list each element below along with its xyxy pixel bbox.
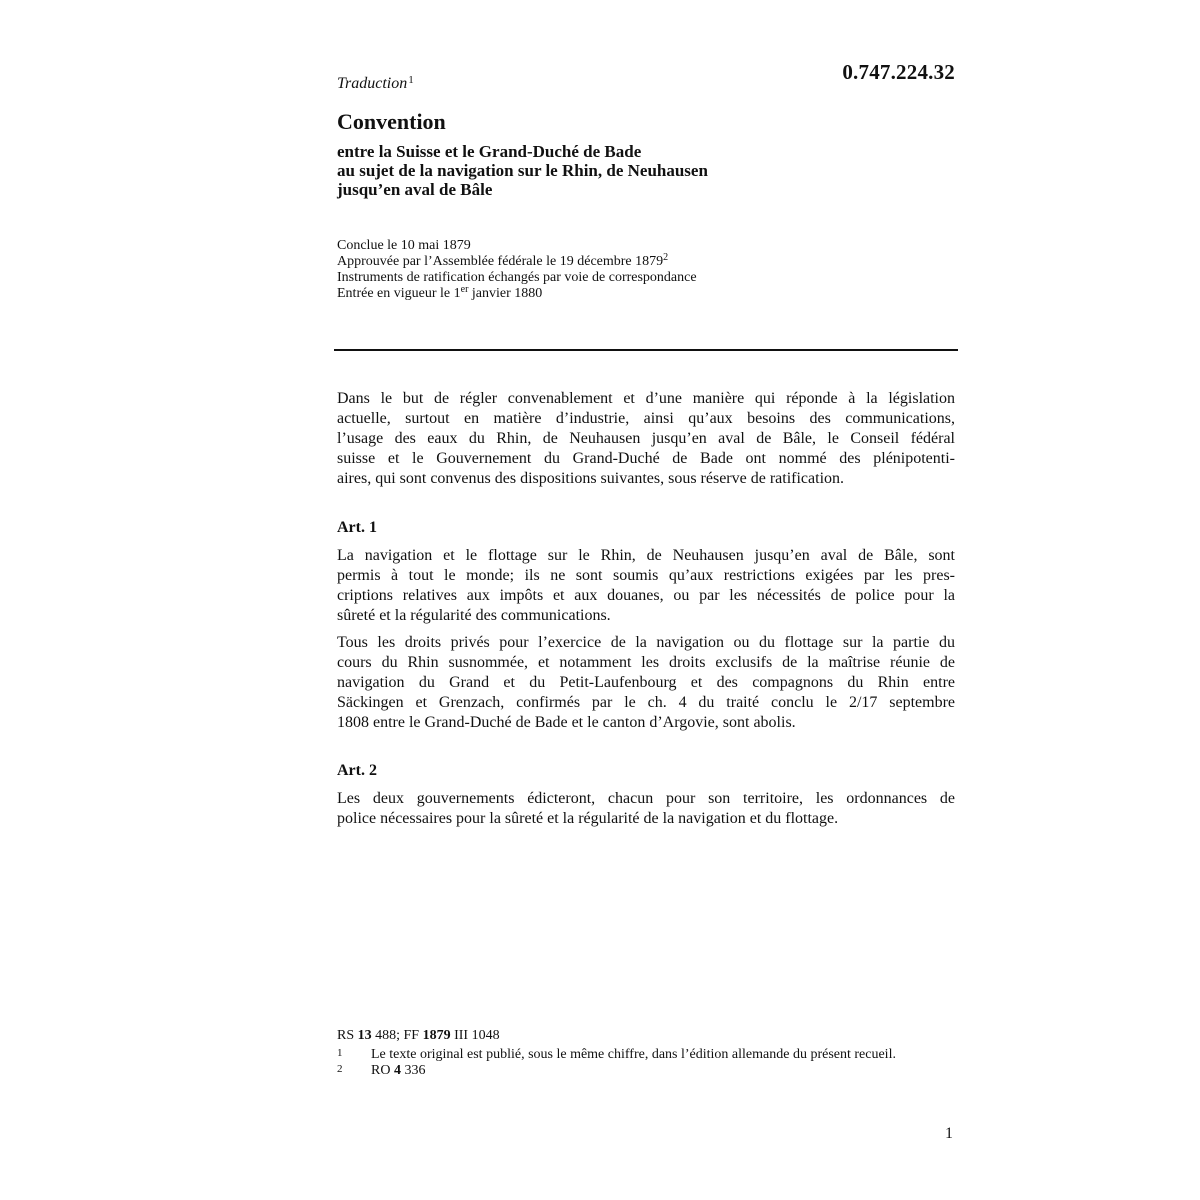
paragraph-line: sûreté et la régularité des communications.	[337, 607, 611, 624]
subtitle-line: entre la Suisse et le Grand-Duché de Bade	[337, 142, 642, 161]
paragraph-line: police nécessaires pour la sûreté et la régularité de la navigation et du flottage.	[337, 810, 839, 827]
subtitle-line: au sujet de la navigation sur le Rhin, de Neuhausen	[337, 161, 708, 180]
footnote-text: Le texte original est publié, sous le même chiffre, dans l’édition allemande du présent recueil.	[371, 1047, 896, 1062]
dates-block	[337, 238, 697, 302]
document-subtitle	[337, 142, 897, 199]
paragraph-line: 1808 entre le Grand-Duché de Bade et le canton d’Argovie, sont abolis.	[337, 714, 796, 731]
paragraph-line: Säckingen et Grenzach, confirmés par le ch. 4 du traité conclu le 2/17 septembre	[337, 694, 955, 711]
header-divider	[334, 349, 958, 351]
date-instruments: Instruments de ratification échangés par voie de correspondance	[337, 270, 697, 285]
article-2-paragraph-1	[337, 789, 955, 829]
subtitle-line: jusqu’en aval de Bâle	[337, 180, 493, 199]
footnote-number: 1	[337, 1047, 343, 1059]
date-entree-sup: er	[460, 284, 469, 295]
preamble-line: Dans le but de régler convenablement et d’une manière qui réponde à la législation	[337, 390, 955, 407]
page-number: 1	[945, 1125, 953, 1142]
footnote-number: 2	[337, 1063, 343, 1075]
source-rs-label: RS	[337, 1028, 358, 1043]
source-rs-volume: 13	[357, 1028, 372, 1043]
paragraph-line: cours du Rhin susnommée, et notamment les droits exclusifs de la maîtrise réunie de	[337, 654, 955, 671]
source-rs-page: 488; FF	[371, 1028, 423, 1043]
footnote-2	[337, 1063, 957, 1079]
source-ff-rest: III 1048	[450, 1028, 500, 1043]
article-2-heading: Art. 2	[337, 762, 377, 779]
footnote-text-bold: 4	[393, 1063, 401, 1078]
preamble-line: aires, qui sont convenus des dispositions suivantes, sous réserve de ratification.	[337, 470, 845, 487]
paragraph-line: permis à tout le monde; ils ne sont soumis qu’aux restrictions exigées par les pres-	[337, 567, 955, 584]
paragraph-line: Les deux gouvernements édicteront, chacun pour son territoire, les ordonnances de	[337, 790, 955, 807]
paragraph-line: La navigation et le flottage sur le Rhin, de Neuhausen jusqu’en aval de Bâle, sont	[337, 547, 955, 564]
document-title: Convention	[337, 109, 446, 134]
preamble	[337, 389, 955, 489]
footnote-text-prefix: RO	[371, 1063, 394, 1078]
sr-number: 0.747.224.32	[842, 60, 955, 84]
traduction-label	[337, 74, 414, 93]
article-1-heading: Art. 1	[337, 519, 377, 536]
footnotes-block	[337, 1028, 957, 1079]
paragraph-line: Tous les droits privés pour l’exercice de la navigation ou du flottage sur la partie du	[337, 634, 955, 651]
source-ff-year: 1879	[422, 1028, 451, 1043]
footnote-ref-1: 1	[408, 74, 414, 86]
date-entree-suffix: janvier 1880	[468, 286, 543, 301]
source-reference	[337, 1028, 957, 1044]
paragraph-line: navigation du Grand et du Petit-Laufenbourg et des compagnons du Rhin entre	[337, 674, 955, 691]
preamble-line: actuelle, surtout en matière d’industrie, ainsi qu’aux besoins des communications,	[337, 410, 955, 427]
date-conclue: Conclue le 10 mai 1879	[337, 238, 471, 253]
article-1-paragraph-1	[337, 546, 955, 626]
date-approuvee	[337, 254, 697, 270]
date-approuvee-text: Approuvée par l’Assemblée fédérale le 19 décembre 1879	[337, 254, 664, 269]
date-entree	[337, 286, 697, 302]
article-1-paragraph-2	[337, 633, 955, 733]
preamble-line: l’usage des eaux du Rhin, de Neuhausen jusqu’en aval de Bâle, le Conseil fédéral	[337, 430, 955, 447]
paragraph-line: criptions relatives aux impôts et aux douanes, ou par les nécessités de police pour la	[337, 587, 955, 604]
preamble-line: suisse et le Gouvernement du Grand-Duché de Bade ont nommé des plénipotenti-	[337, 450, 955, 467]
footnote-ref-2: 2	[663, 252, 669, 263]
footnote-text-suffix: 336	[400, 1063, 426, 1078]
traduction-text: Traduction	[337, 75, 408, 92]
date-entree-prefix: Entrée en vigueur le 1	[337, 286, 461, 301]
footnote-1	[337, 1047, 957, 1063]
document-body	[337, 389, 955, 829]
